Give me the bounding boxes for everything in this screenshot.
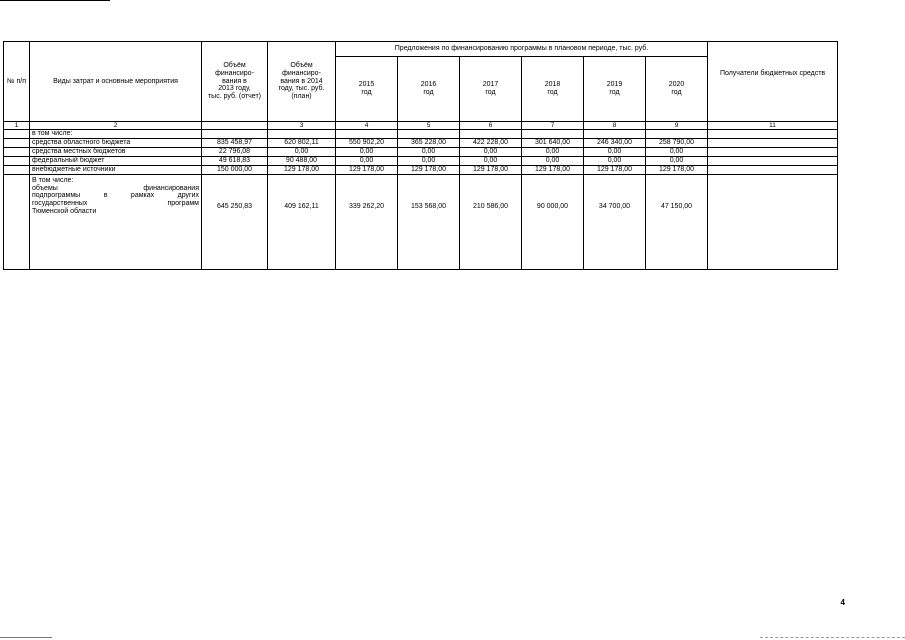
top-rule	[0, 0, 110, 1]
row-label: внебюджетные источники	[30, 166, 202, 175]
value-cell: 409 162,11	[268, 175, 336, 270]
header-year-2018: 2018 год	[522, 57, 584, 122]
subprogram-label: В том числе: объемы финансирования подпрограммы в рамках других государственных программ Тюменской области	[30, 175, 202, 270]
value-cell: 645 250,83	[202, 175, 268, 270]
value-cell: 0,00	[646, 148, 708, 157]
value-cell: 0,00	[336, 148, 398, 157]
column-numbers-row	[4, 122, 838, 130]
value-cell: 0,00	[336, 157, 398, 166]
row-label: средства местных бюджетов	[30, 148, 202, 157]
table-row	[4, 139, 838, 148]
bottom-rule	[0, 637, 52, 638]
financing-table	[3, 41, 838, 270]
value-cell: 22 796,08	[202, 148, 268, 157]
header-num: № п/п	[4, 42, 30, 122]
value-cell: 90 488,00	[268, 157, 336, 166]
value-cell: 0,00	[522, 148, 584, 157]
value-cell: 339 262,20	[336, 175, 398, 270]
header-year-2020: 2020 год	[646, 57, 708, 122]
table-row	[4, 157, 838, 166]
table-row-subprogram	[4, 175, 838, 270]
value-cell: 301 640,00	[522, 139, 584, 148]
value-cell: 365 228,00	[398, 139, 460, 148]
column-number: 6	[460, 122, 522, 130]
column-number: 2	[30, 122, 202, 130]
header-year-2019: 2019 год	[584, 57, 646, 122]
header-year-2016: 2016 год	[398, 57, 460, 122]
column-number: 5	[398, 122, 460, 130]
value-cell: 129 178,00	[584, 166, 646, 175]
header-year-2017: 2017 год	[460, 57, 522, 122]
row-label: федеральный бюджет	[30, 157, 202, 166]
value-cell: 835 458,97	[202, 139, 268, 148]
value-cell: 0,00	[398, 157, 460, 166]
value-cell: 0,00	[584, 157, 646, 166]
value-cell: 210 586,00	[460, 175, 522, 270]
table-row	[4, 148, 838, 157]
value-cell: 129 178,00	[460, 166, 522, 175]
column-number: 9	[646, 122, 708, 130]
column-number: 3	[268, 122, 336, 130]
value-cell: 153 568,00	[398, 175, 460, 270]
header-proposals: Предложения по финансированию программы в плановом периоде, тыс. руб.	[336, 42, 708, 57]
value-cell: 34 700,00	[584, 175, 646, 270]
value-cell: 47 150,00	[646, 175, 708, 270]
header-volume-2014: Объём финансиро- вания в 2014 году, тыс. руб. (план)	[268, 42, 336, 122]
value-cell: 0,00	[398, 148, 460, 157]
table-row	[4, 166, 838, 175]
value-cell: 0,00	[460, 148, 522, 157]
bottom-rule-dashed	[760, 637, 905, 638]
header-types: Виды затрат и основные мероприятия	[30, 42, 202, 122]
value-cell: 90 000,00	[522, 175, 584, 270]
header-recipients: Получатели бюджетных средств	[708, 42, 838, 122]
value-cell: 620 802,11	[268, 139, 336, 148]
header-year-2015: 2015 год	[336, 57, 398, 122]
value-cell: 129 178,00	[398, 166, 460, 175]
page-number: 4	[840, 598, 845, 607]
table-row	[4, 130, 838, 139]
column-number: 11	[708, 122, 838, 130]
value-cell: 258 790,00	[646, 139, 708, 148]
column-number: 1	[4, 122, 30, 130]
header-row-top	[4, 42, 838, 57]
column-number: 4	[336, 122, 398, 130]
column-number: 8	[584, 122, 646, 130]
value-cell: 0,00	[522, 157, 584, 166]
value-cell: 0,00	[584, 148, 646, 157]
column-number	[202, 122, 268, 130]
value-cell: 129 178,00	[268, 166, 336, 175]
row-label: в том числе:	[30, 130, 202, 139]
value-cell: 0,00	[646, 157, 708, 166]
value-cell: 150 000,00	[202, 166, 268, 175]
value-cell: 129 178,00	[336, 166, 398, 175]
value-cell: 129 178,00	[522, 166, 584, 175]
value-cell: 246 340,00	[584, 139, 646, 148]
header-volume-2013: Объём финансиро- вания в 2013 году, тыс. руб. (отчет)	[202, 42, 268, 122]
value-cell: 49 618,83	[202, 157, 268, 166]
value-cell: 129 178,00	[646, 166, 708, 175]
row-label: средства областного бюджета	[30, 139, 202, 148]
value-cell: 0,00	[460, 157, 522, 166]
column-number: 7	[522, 122, 584, 130]
value-cell: 0,00	[268, 148, 336, 157]
value-cell: 422 228,00	[460, 139, 522, 148]
value-cell: 550 902,20	[336, 139, 398, 148]
